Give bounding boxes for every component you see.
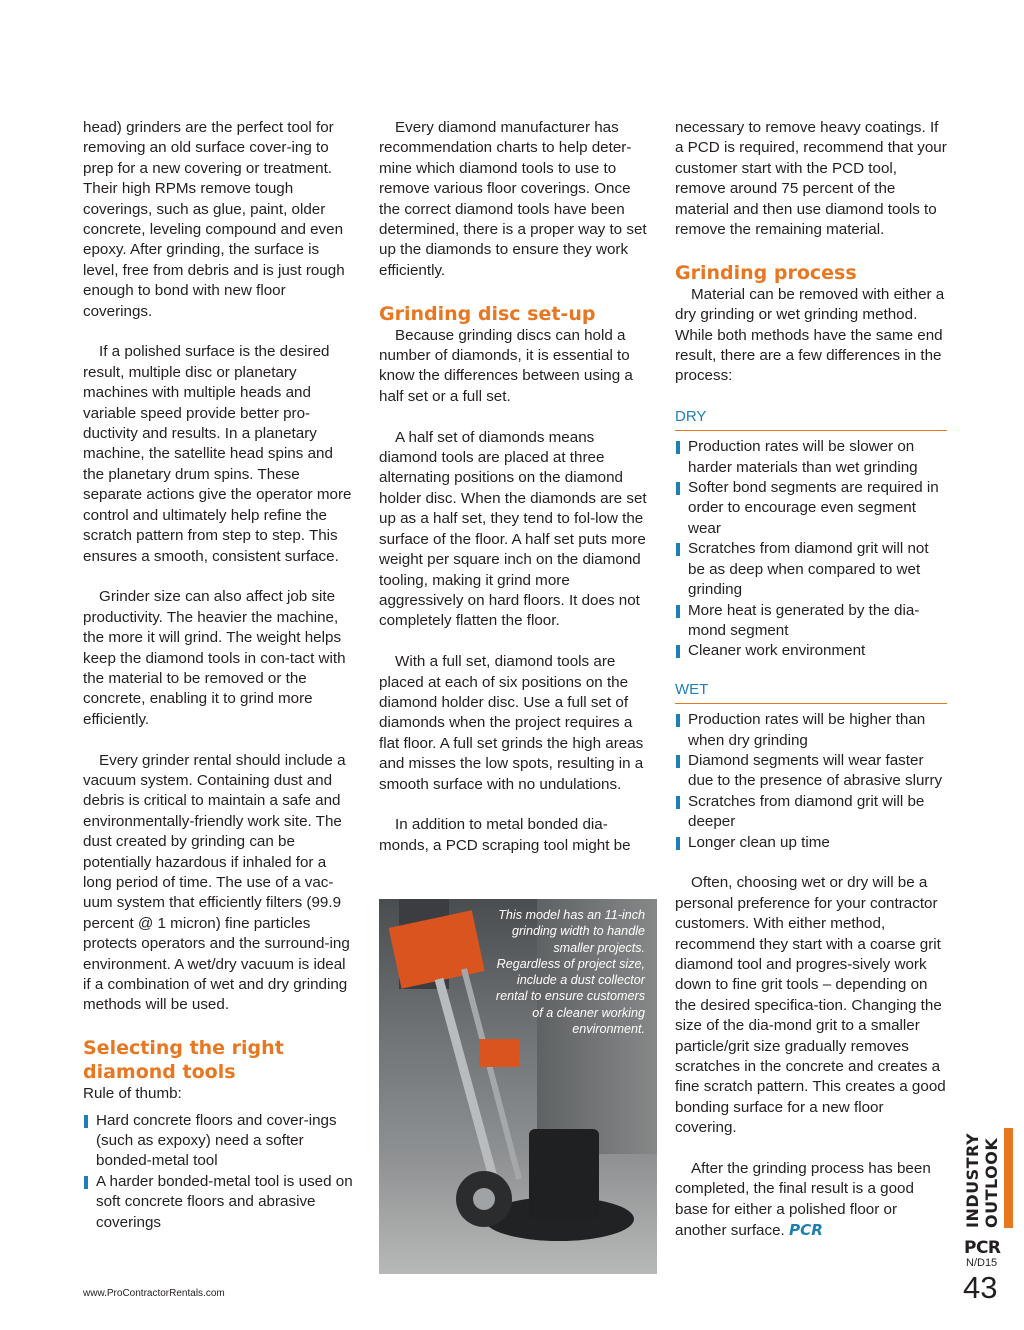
column-2	[379, 118, 651, 877]
issue-label: N/D15	[966, 1257, 998, 1269]
bullet-list	[83, 1111, 355, 1233]
pcr-end-mark: PCR	[789, 1221, 823, 1240]
pcr-logo: PCR	[964, 1238, 1001, 1258]
bullet-marker-icon	[676, 441, 680, 454]
paragraph: A half set of diamonds means diamond tools are placed at three alternating positions on the diamond holder disc. When the diamonds are set up as a half set, they tend to fol-low the surface of the floor. A half set puts more weight per square inch on the diamond tooling, making it grind more aggressively on hard floors. It does not completely flatten the floor.	[379, 428, 647, 630]
website-url: www.ProContractorRentals.com	[83, 1288, 225, 1299]
list-item: Cleaner work environment	[675, 641, 947, 661]
bullet-marker-icon	[676, 796, 680, 809]
bullet-marker-icon	[676, 755, 680, 768]
bullet-marker-icon	[676, 714, 680, 727]
section-tab	[963, 1128, 1023, 1228]
list-item: Scratches from diamond grit will not be as deep when compared to wet grinding	[675, 539, 947, 600]
grinder-photo	[379, 899, 657, 1274]
list-item: A harder bonded-metal tool is used on soft concrete floors and abrasive coverings	[83, 1172, 355, 1233]
section-accent-bar	[1004, 1128, 1013, 1228]
column-3	[675, 118, 947, 1262]
paragraph: Every diamond manufacturer has recommendation charts to help deter-mine which diamond tools to use to remove various floor coverings. Once the correct diamond tools have been determined, there is a proper way to set up the diamonds to ensure they work efficiently.	[379, 119, 647, 279]
list-item: Scratches from diamond grit will be deeper	[675, 792, 947, 833]
paragraph: After the grinding process has been completed, the final result is a good base for either a polished floor or another surface. PCR	[675, 1160, 931, 1240]
paragraph: With a full set, diamond tools are placed at each of six positions on the diamond holder disc. Use a full set of diamonds when the project requires a flat floor. A full set grinds the high areas and misses the low spots, resulting in a smooth surface with no undulations.	[379, 653, 644, 793]
paragraph: Because grinding discs can hold a number of diamonds, it is essential to know the differences between using a half set or a full set.	[379, 326, 633, 405]
bullet-marker-icon	[676, 645, 680, 658]
list-item: Production rates will be slower on harder materials than wet grinding	[675, 437, 947, 478]
paragraph: Material can be removed with either a dry grinding or wet grinding method. While both methods have the same end result, there are a few differences in the process:	[675, 285, 945, 385]
paragraph: Grinder size can also affect job site productivity. The heavier the machine, the more it will grind. The weight helps keep the diamond tools in con-tact with the material to be removed or the concrete, enabling it to grind more efficiently.	[83, 588, 346, 728]
bullet-marker-icon	[676, 837, 680, 850]
column-1	[83, 118, 355, 1253]
section-heading: Grinding disc set-up	[379, 302, 596, 325]
bullet-marker-icon	[676, 605, 680, 618]
list-item: Production rates will be higher than when dry grinding	[675, 710, 947, 751]
section-label: INDUSTRY OUTLOOK	[963, 1132, 1001, 1228]
paragraph: head) grinders are the perfect tool for removing an old surface cover-ing to prep for a new covering or treatment. Their high RPMs remove tough coverings, such as glue, paint, older concrete, leveling compound and even epoxy. After grinding, the surface is level, free from debris and is just rough enough to bond with new floor coverings.	[83, 119, 345, 320]
list-item: Diamond segments will wear faster due to the presence of abrasive slurry	[675, 751, 947, 792]
paragraph: necessary to remove heavy coatings. If a PCD is required, recommend that your customer start with the PCD tool, remove around 75 percent of the material and then use diamond tools to remove the remaining material.	[675, 119, 947, 239]
bullet-marker-icon	[676, 482, 680, 495]
list-item: Softer bond segments are required in order to encourage even segment wear	[675, 478, 947, 539]
bullet-marker-icon	[676, 543, 680, 556]
bullet-marker-icon	[84, 1176, 88, 1189]
photo-caption: This model has an 11-inch grinding width to handle smaller projects. Regardless of project size, include a dust collector rental to ensure customers of a cleaner working environment.	[495, 908, 645, 1037]
rule-of-thumb-label: Rule of thumb:	[83, 1085, 182, 1103]
paragraph: In addition to metal bonded dia-monds, a PCD scraping tool might be	[379, 816, 631, 854]
section-heading: Grinding process	[675, 261, 857, 284]
paragraph: Often, choosing wet or dry will be a personal preference for your contractor customers. With either method, recommend they start with a coarse grit diamond tool and progres-sively work down to fine grit tools – depending on the desired specifica-tion. Changing the size of the dia-mond grit to a smaller particle/grit size gradually removes scratches in the concrete and creates a fine scratch pattern. This creates a good bonding surface for a new floor covering.	[675, 874, 946, 1137]
page-number: 43	[963, 1270, 998, 1305]
list-item: More heat is generated by the dia-mond segment	[675, 601, 947, 642]
dry-bullet-list	[675, 437, 947, 661]
bullet-marker-icon	[84, 1115, 88, 1128]
wet-bullet-list	[675, 710, 947, 853]
paragraph: Every grinder rental should include a vacuum system. Containing dust and debris is critical to maintain a safe and environmentally-friendly work site. The dust created by grinding can be potentially hazardous if inhaled for a long period of time. The use of a vac-uum system that efficiently filters (99.9 percent @ 1 micron) fine particles protects operators and the surround-ing environment. A wet/dry vacuum is ideal if a combination of wet and dry grinding methods will be used.	[83, 751, 350, 1014]
dry-label: DRY	[675, 407, 947, 431]
section-heading: Selecting the right diamond tools	[83, 1037, 284, 1084]
list-item: Longer clean up time	[675, 833, 947, 853]
wet-label: WET	[675, 680, 947, 704]
list-item: Hard concrete floors and cover-ings (such as expoxy) need a softer bonded-metal tool	[83, 1111, 355, 1172]
paragraph: If a polished surface is the desired result, multiple disc or planetary machines with multiple heads and variable speed provide better pro-ductivity and results. In a planetary machine, the satellite head spins and the planetary drum spins. These separate actions give the operator more control and ultimately help refine the scratch pattern from step to step. This ensures a smooth, consistent surface.	[83, 343, 352, 565]
